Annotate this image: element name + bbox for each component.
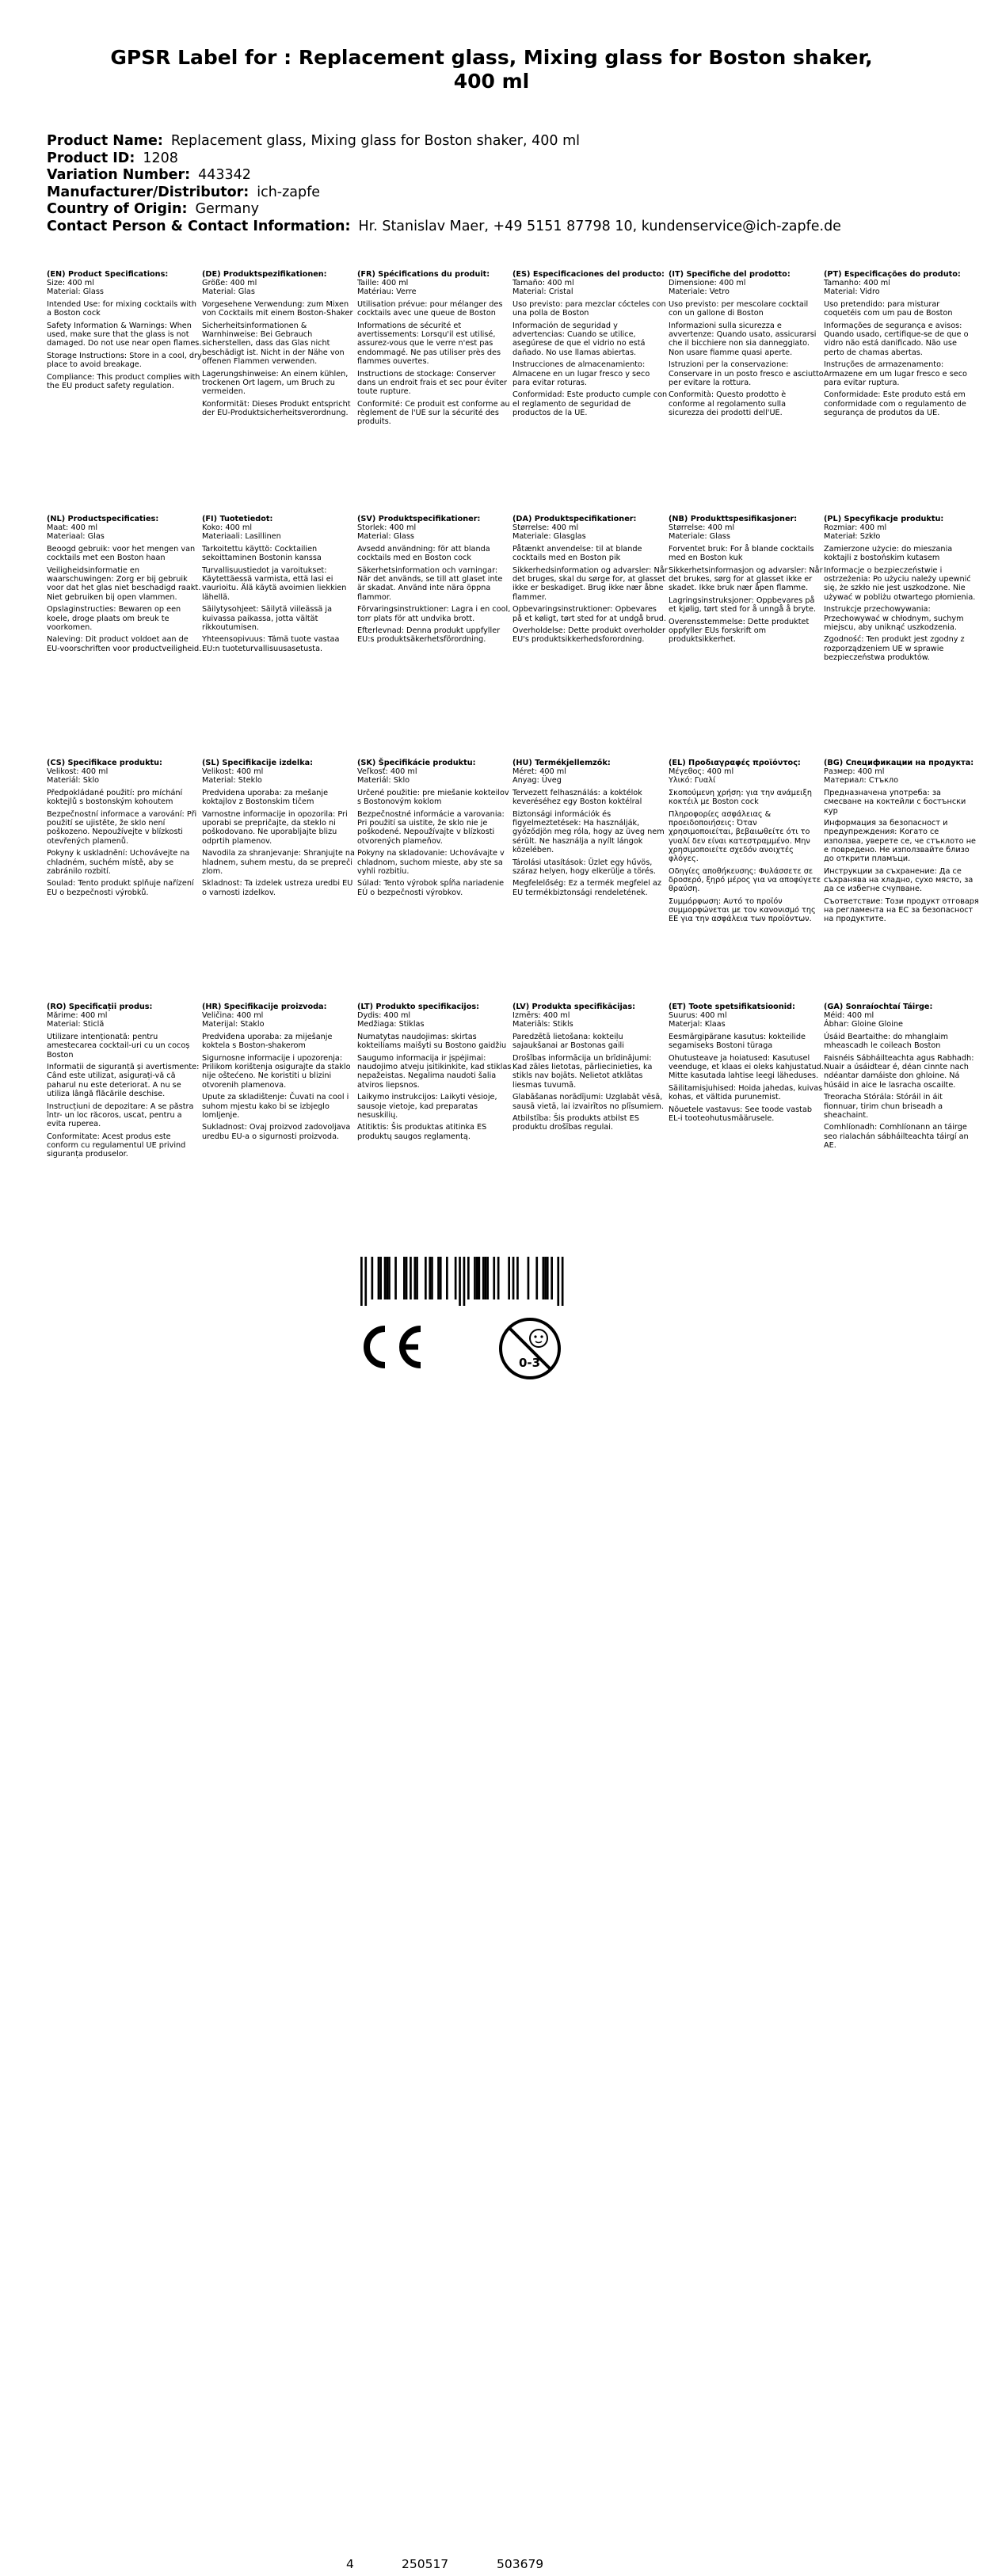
spec-line: Veľkosť: 400 ml (357, 767, 417, 777)
spec-heading: (NL) Productspecificaties: (47, 515, 159, 523)
spec-line: Materiale: Glasglas (512, 532, 586, 542)
spec-heading: (FI) Tuotetiedot: (202, 515, 273, 523)
info-label: Product ID: (47, 150, 135, 166)
spec-line: Material: Steklo (202, 776, 262, 786)
spec-line: Størrelse: 400 ml (512, 523, 579, 533)
spec-line: Soulad: Tento produkt splňuje nařízení EU o bezpečnosti výrobků. (47, 879, 194, 897)
spec-block (357, 270, 512, 430)
barcode-bar (512, 1257, 515, 1299)
spec-line: Πληροφορίες ασφάλειας & προειδοποιήσεις: Όταν χρησιμοποιείται, βεβαιωθείτε ότι το γυαλί δεν είναι κατεστραμμένο. Μην χρησιμοποιείτε σχεδόν ανοιχτές φλόγες. (669, 810, 810, 864)
spec-line: Instruções de armazenamento: Armazene em um lugar fresco e seco para evitar ruptura. (824, 360, 967, 387)
spec-block (512, 515, 668, 648)
spec-line: Upute za skladištenje: Čuvati na cool i suhom mjestu kako bi se izbjeglo lomljenje. (202, 1093, 349, 1120)
spec-line: Conformità: Questo prodotto è conforme al regolamento sulla sicurezza dei prodotti dell'UE. (669, 390, 787, 417)
spec-line: Istruzioni per la conservazione: Conservare in un posto fresco e asciutto per evitare la rottura. (669, 360, 824, 387)
spec-heading: (SV) Produktspecifikationer: (357, 515, 481, 523)
spec-line: Veiligheidsinformatie en waarschuwingen: Zorg er bij gebruik voor dat het glas niet beschadigd raakt. Niet gebruiken bij open vlammen. (47, 566, 201, 602)
info-product-id (47, 150, 942, 168)
spec-block (512, 1003, 668, 1136)
barcode-bar (478, 1257, 481, 1299)
spec-line: Material: Cristal (512, 287, 573, 297)
spec-line: Informations de sécurité et avertissements: Lorsqu'il est utilisé, assurez-vous que le verre n'est pas endommagé. Ne pas utiliser près des flammes ouvertes. (357, 322, 501, 366)
spec-block (47, 1003, 202, 1162)
spec-line: Rozmiar: 400 ml (824, 523, 887, 533)
barcode-bar (429, 1257, 431, 1299)
spec-heading: (HR) Specifikacije proizvoda: (202, 1003, 327, 1011)
info-value: ich-zapfe (257, 184, 321, 200)
spec-line: Instrukcje przechowywania: Przechowywać w chłodnym, suchym miejscu, aby uniknąć uszkodzenia. (824, 605, 964, 632)
barcode-bar (386, 1257, 388, 1299)
spec-line: Súlad: Tento výrobok spĺňa nariadenie EÚ o bezpečnosti výrobkov. (357, 879, 505, 897)
spec-line: Forventet bruk: For å blande cocktails med en Boston kuk (669, 545, 814, 563)
spec-block (357, 1003, 512, 1144)
spec-line: Matériau: Verre (357, 287, 417, 297)
spec-heading: (PT) Especificações do produto: (824, 270, 961, 279)
spec-block (824, 1003, 979, 1154)
spec-block (824, 270, 979, 421)
spec-line: Efterlevnad: Denna produkt uppfyller EU:s produktsäkerhetsförordning. (357, 626, 501, 645)
spec-line: Sukladnost: Ovaj proizvod zadovoljava uredbu EU-a o sigurnosti proizvoda. (202, 1123, 351, 1141)
spec-line: Úsáid Beartaithe: do mhanglaim mheascadh le coileach Boston (824, 1033, 948, 1051)
info-manufacturer (47, 185, 942, 202)
spec-heading: (FR) Spécifications du produit: (357, 270, 490, 279)
spec-line: Lagerungshinweise: An einem kühlen, trockenen Ort lagern, um Bruch zu vermeiden. (202, 369, 349, 396)
spec-line: Numatytas naudojimas: skirtas kokteiliams maišyti su Bostono gaidžiu (357, 1033, 507, 1051)
spec-block (512, 759, 668, 900)
spec-line: Treoracha Stórála: Stóráil in áit fionnuar, tirim chun briseadh a sheachaint. (824, 1093, 943, 1120)
spec-line: Faisnéis Sábháilteachta agus Rabhadh: Nuair a úsáidtear é, déan cinnte nach ndéantar damáiste don ghloine. Ná húsáid in aice le lasracha oscailte. (824, 1054, 974, 1090)
barcode-bar (384, 1257, 387, 1299)
barcode-bar (379, 1257, 382, 1299)
spec-line: Materiale: Vetro (669, 287, 730, 297)
spec-line: Material: Vidro (824, 287, 880, 297)
spec-heading: (SL) Specifikacije izdelka: (202, 759, 314, 767)
spec-row (47, 759, 979, 996)
spec-block (669, 1003, 824, 1127)
spec-heading: (PL) Specyfikacje produktu: (824, 515, 944, 523)
barcode-bar (425, 1257, 427, 1299)
spec-line: Glabāšanas norādījumi: Uzglabāt vēsā, sausā vietā, lai izvairītos no plīsumiem. (512, 1093, 664, 1111)
spec-line: Informații de siguranță și avertismente: Când este utilizat, asigurați-vă că paharul nu este deteriorat. A nu se utiliza lângă flăcările deschise. (47, 1063, 200, 1098)
barcode-bar (364, 1257, 367, 1306)
spec-line: Информация за безопасност и предупреждения: Когато се използва, уверете се, че стъклото не е повредено. Не използвайте близо до открити пламъци. (824, 819, 976, 864)
spec-line: Velikost: 400 ml (47, 767, 109, 777)
barcode-bar (547, 1257, 549, 1299)
spec-line: Méret: 400 ml (512, 767, 566, 777)
spec-line: Størrelse: 400 ml (669, 523, 735, 533)
barcode-bar (437, 1257, 440, 1299)
spec-line: Material: Glass (357, 532, 414, 542)
spec-line: Veličina: 400 ml (202, 1011, 264, 1021)
info-value: 443342 (198, 167, 251, 183)
spec-line: Инструкции за съхранение: Да се съхранява на хладно, сухо място, за да се избегне счупване. (824, 866, 973, 894)
spec-line: Materiál: Sklo (47, 776, 100, 786)
barcode-bar (485, 1257, 487, 1299)
spec-line: Skladnost: Ta izdelek ustreza uredbi EU o varnosti izdelkov. (202, 879, 353, 897)
spec-line: Comhlíonadh: Comhlíonann an táirge seo rialachán sábháilteachta táirgí an AE. (824, 1123, 969, 1150)
spec-line: Förvaringsinstruktioner: Lagra i en cool, torr plats för att undvika brott. (357, 605, 511, 623)
info-product-name (47, 133, 942, 150)
spec-line: Pokyny na skladovanie: Uchovávajte v chladnom, suchom mieste, aby ste sa vyhli rozbitiu. (357, 849, 505, 876)
barcode-bar (557, 1257, 559, 1306)
spec-line: Utilizare intenționată: pentru amestecarea cocktail-uri cu un cocoș Boston (47, 1033, 190, 1060)
spec-line: Предназначена употреба: за смесване на коктейли с бостънски кур (824, 789, 966, 816)
spec-line: Sigurnosne informacije i upozorenja: Prilikom korištenja osigurajte da staklo nije oštećeno. Ne koristiti u blizini otvorenih plamenova. (202, 1054, 351, 1090)
spec-heading: (EN) Product Specifications: (47, 270, 169, 279)
barcode-bar (394, 1257, 397, 1299)
spec-line: Materiāls: Stikls (512, 1020, 573, 1029)
barcode-bar (455, 1257, 457, 1299)
spec-line: Zamierzone użycie: do mieszania koktajli z bostońskim kutasem (824, 545, 953, 563)
spec-line: Vorgesehene Verwendung: zum Mixen von Cocktails mit einem Boston-Shaker (202, 300, 353, 318)
spec-heading: (NB) Produkttspesifikasjoner: (669, 515, 798, 523)
spec-line: Sikkerhetsinformasjon og advarsler: Når det brukes, sørg for at glasset ikke er skadet. Ikke bruk nær åpen flamme. (669, 566, 823, 593)
spec-line: Bezpečnostné informácie a varovania: Pri použití sa uistite, že sklo nie je poškodené. Nepoužívajte v blízkosti otvorených plameňov. (357, 810, 505, 846)
spec-line: Zgodność: Ten produkt jest zgodny z rozporządzeniem UE w sprawie bezpieczeństwa produktów. (824, 635, 965, 662)
barcode-bar (497, 1257, 500, 1299)
barcode-bar (535, 1257, 538, 1299)
title-line-2: 400 ml (453, 70, 530, 93)
spec-line: Utilisation prévue: pour mélanger des cocktails avec une queue de Boston (357, 300, 503, 318)
barcode-bar (431, 1257, 433, 1299)
spec-line: Bezpečnostní informace a varování: Při použití se ujistěte, že sklo není poškozeno. Nepoužívejte v blízkosti otevřených plamenů. (47, 810, 197, 846)
barcode-bar (388, 1257, 391, 1299)
spec-line: Material: Sticlă (47, 1020, 105, 1029)
spec-line: Opslaginstructies: Bewaren op een koele, droge plaats om breuk te voorkomen. (47, 605, 181, 632)
spec-line: Uso previsto: per mescolare cocktail con un gallone di Boston (669, 300, 809, 318)
barcode-bar (493, 1257, 495, 1299)
spec-line: Υλικό: Γυαλί (669, 776, 716, 786)
spec-line: Atitiktis: Šis produktas atitinka ES produktų saugos reglamentą. (357, 1123, 487, 1141)
barcode (346, 1257, 576, 2571)
spec-line: Οδηγίες αποθήκευσης: Φυλάσσετε σε δροσερό, ξηρό μέρος για να αποφύγετε θραύση. (669, 866, 821, 894)
spec-line: Drošības informācija un brīdinājumi: Kad zāles lietotas, pārliecinieties, ka stikls nav bojāts. Nelietot atklātas liesmas tuvumā. (512, 1054, 653, 1090)
info-country-of-origin (47, 201, 942, 219)
spec-line: Conformitate: Acest produs este conform cu regulamentul UE privind siguranța produselor. (47, 1132, 186, 1159)
info-label: Country of Origin: (47, 201, 188, 217)
spec-line: Navodila za shranjevanje: Shranjujte na hladnem, suhem mestu, da se prepreči zlom. (202, 849, 355, 876)
info-value: Replacement glass, Mixing glass for Boston shaker, 400 ml (170, 133, 580, 149)
spec-line: Opbevaringsinstruktioner: Opbevares på et køligt, tørt sted for at undgå brud. (512, 605, 666, 623)
barcode-bar (544, 1257, 547, 1299)
info-contact (47, 219, 942, 236)
spec-line: Yhteensopivuus: Tämä tuote vastaa EU:n tuoteturvallisuusasetusta. (202, 635, 340, 653)
barcode-bar (378, 1257, 380, 1299)
spec-block (669, 270, 824, 421)
spec-line: Biztonsági információk és figyelmeztetések: Ha használják, győződjön meg róla, hogy az üveg nem sérült. Ne használja a nyílt lángok közelében. (512, 810, 665, 854)
spec-line: Säilitamisjuhised: Hoida jahedas, kuivas kohas, et vältida purunemist. (669, 1084, 823, 1102)
spec-line: Suurus: 400 ml (669, 1011, 727, 1021)
barcode-bar (360, 1257, 363, 1306)
spec-line: Určené použitie: pre miešanie kokteilov s Bostonovým koklom (357, 789, 509, 807)
spec-heading: (DE) Produktspezifikationen: (202, 270, 327, 279)
spec-line: Paredzētā lietošana: kokteiļu sajaukšanai ar Bostonas gaili (512, 1033, 624, 1051)
spec-line: Anyag: Üveg (512, 776, 562, 786)
spec-heading: (EL) Προδιαγραφές προϊόντος: (669, 759, 801, 767)
spec-line: Compliance: This product complies with the EU product safety regulation. (47, 373, 200, 391)
info-label: Variation Number: (47, 167, 191, 183)
spec-line: Conformidade: Este produto está em conformidade com o regulamento de segurança de produtos da UE. (824, 390, 966, 417)
spec-heading: (IT) Specifiche del prodotto: (669, 270, 791, 279)
spec-line: Maat: 400 ml (47, 523, 98, 533)
spec-block (202, 515, 357, 656)
info-value: Germany (195, 201, 259, 217)
spec-line: Medžiaga: Stiklas (357, 1020, 425, 1029)
spec-line: Informações de segurança e avisos: Quando usado, certifique-se de que o vidro não está danificado. Não use perto de chamas abertas. (824, 322, 969, 357)
ce-mark-icon (360, 1324, 425, 1370)
spec-line: Materiał: Szkło (824, 532, 881, 542)
barcode-bar (440, 1257, 442, 1299)
product-info (47, 133, 942, 235)
barcode-bar (459, 1257, 461, 1306)
spec-line: Размер: 400 ml (824, 767, 885, 777)
spec-line: Ohutusteave ja hoiatused: Kasutusel veenduge, et klaas ei oleks kahjustatud. Mitte kasutada lahtise leegi läheduses. (669, 1054, 824, 1081)
spec-heading: (ET) Toote spetsifikatsioonid: (669, 1003, 795, 1011)
spec-line: Laikymo instrukcijos: Laikyti vėsioje, sausoje vietoje, kad preparatas nesuskilių. (357, 1093, 497, 1120)
barcode-bar (486, 1257, 489, 1299)
spec-line: Materiaal: Glas (47, 532, 105, 542)
spec-line: Tervezett felhasználás: a koktélok keveréséhez egy Boston koktélral (512, 789, 642, 807)
barcode-bar (551, 1257, 553, 1299)
spec-line: Dydis: 400 ml (357, 1011, 411, 1021)
age-warning-icon (497, 1316, 562, 1381)
spec-line: Ábhar: Gloine Gloine (824, 1020, 903, 1029)
spec-line: Säkerhetsinformation och varningar: När det används, se till att glaset inte är skadat. Använd inte nära öppna flammor. (357, 566, 503, 602)
spec-block (824, 759, 979, 927)
spec-line: Conformité: Ce produit est conforme au règlement de l'UE sur la sécurité des produits. (357, 399, 510, 427)
spec-heading: (LT) Produkto specifikacijos: (357, 1003, 480, 1011)
spec-heading: (DA) Produktspecifikationer: (512, 515, 637, 523)
barcode-digits (346, 2557, 576, 2576)
spec-line: Informacje o bezpieczeństwie i ostrzeżenia: Po użyciu należy upewnić się, że szkło nie jest uszkodzone. Nie używać w pobliżu otwartego płomienia. (824, 566, 976, 602)
barcode-digit-left-group: 250517 (402, 2557, 449, 2571)
spec-line: Predvidena uporaba: za mešanje koktajlov z Bostonskim tičem (202, 789, 329, 807)
spec-line: Μέγεθος: 400 ml (669, 767, 734, 777)
spec-line: Información de seguridad y advertencias: Cuando se utilice, asegúrese de que el vidrio no está dañado. No use llamas abiertas. (512, 322, 646, 357)
spec-line: Uso pretendido: para misturar coquetéis com um pau de Boston (824, 300, 953, 318)
spec-line: Eesmärgipärane kasutus: kokteilide segamiseks Bostoni türaga (669, 1033, 806, 1051)
barcode-bar (528, 1257, 530, 1299)
spec-line: Tamanho: 400 ml (824, 279, 890, 288)
spec-line: Informazioni sulla sicurezza e avvertenze: Quando usato, assicurarsi che il bicchiere non sia danneggiato. Non usare fiamme quasi aperte. (669, 322, 817, 357)
spec-line: Συμμόρφωση: Αυτό το προϊόν συμμορφώνεται με τον κανονισμό της ΕΕ για την ασφάλεια των προϊόντων. (669, 896, 816, 924)
barcode-bar (410, 1257, 412, 1299)
spec-block (202, 759, 357, 900)
spec-heading: (GA) Sonraíochtaí Táirge: (824, 1003, 933, 1011)
barcode-digit-first: 4 (346, 2557, 354, 2571)
info-value: 1208 (143, 150, 178, 166)
spec-row (47, 515, 976, 752)
spec-heading: (ES) Especificaciones del producto: (512, 270, 665, 279)
spec-line: Predviđena uporaba: za miješanje koktela s Boston-shakerom (202, 1033, 333, 1051)
spec-line: Taille: 400 ml (357, 279, 409, 288)
spec-line: Sikkerhedsinformation og advarsler: Når det bruges, skal du sørge for, at glasset ikke er beskadiget. Brug ikke nær åbne flammer. (512, 566, 668, 602)
spec-row (47, 1003, 974, 1240)
info-label: Contact Person & Contact Information: (47, 218, 351, 234)
barcode-bar (406, 1257, 408, 1299)
spec-block (669, 515, 824, 648)
barcode-bar (516, 1257, 519, 1299)
info-label: Product Name: (47, 133, 163, 149)
age-warning-label: 0-3 (519, 1356, 541, 1370)
barcode-bar (463, 1257, 466, 1306)
barcode-bar (416, 1257, 418, 1299)
spec-block (47, 515, 202, 656)
barcode-bar (371, 1257, 374, 1299)
spec-line: Dimensione: 400 ml (669, 279, 746, 288)
spec-heading: (RO) Specificații produs: (47, 1003, 153, 1011)
spec-line: Overensstemmelse: Dette produktet oppfyller EUs forskrift om produktsikkerhet. (669, 618, 810, 645)
spec-block (47, 759, 202, 900)
spec-line: Uso previsto: para mezclar cócteles con una polla de Boston (512, 300, 666, 318)
spec-line: Tarkoitettu käyttö: Cocktailien sekoittaminen Bostonin kanssa (202, 545, 322, 563)
spec-line: Koko: 400 ml (202, 523, 253, 533)
spec-block (669, 759, 824, 927)
spec-line: Instrucțiuni de depozitare: A se păstra într- un loc răcoros, uscat, pentru a evita ruperea. (47, 1102, 194, 1128)
barcode-bar (508, 1257, 510, 1299)
spec-block (512, 270, 668, 421)
spec-line: Instructions de stockage: Conserver dans un endroit frais et sec pour éviter toute rupture. (357, 369, 508, 396)
spec-heading: (CS) Specifikace produktu: (47, 759, 162, 767)
spec-heading: (BG) Спецификации на продукта: (824, 759, 974, 767)
spec-line: Atbilstība: Šis produkts atbilst ES produktu drošības regulai. (512, 1114, 639, 1132)
spec-line: Storlek: 400 ml (357, 523, 417, 533)
spec-line: Safety Information & Warnings: When used, make sure that the glass is not damaged. Do not use near open flames. (47, 322, 202, 348)
spec-line: Materiale: Glass (669, 532, 730, 542)
spec-line: Velikost: 400 ml (202, 767, 264, 777)
spec-line: Tamaño: 400 ml (512, 279, 574, 288)
spec-line: Material: Glass (47, 287, 104, 297)
spec-line: Materijal: Staklo (202, 1020, 265, 1029)
spec-heading: (SK) Špecifikácie produktu: (357, 759, 476, 767)
spec-line: Materiaali: Lasillinen (202, 532, 281, 542)
spec-heading: (LV) Produkta specifikācijas: (512, 1003, 635, 1011)
spec-line: Instrucciones de almacenamiento: Almacene en un lugar fresco y seco para evitar roturas. (512, 360, 650, 387)
spec-block (47, 270, 202, 394)
spec-block (202, 270, 357, 421)
page-title (48, 46, 935, 93)
spec-heading: (HU) Termékjellemzők: (512, 759, 611, 767)
spec-line: Säilytysohjeet: Säilytä viileässä ja kuivassa paikassa, jotta vältät rikkoutumisen. (202, 605, 333, 632)
barcode-bar (403, 1257, 406, 1299)
spec-line: Conformidad: Este producto cumple con el reglamento de seguridad de productos de la UE. (512, 390, 668, 417)
spec-block (357, 759, 512, 900)
spec-block (824, 515, 979, 666)
spec-line: Pokyny k uskladnění: Uchovávejte na chladném, suchém místě, aby se zabránilo rozbití. (47, 849, 190, 876)
spec-line: Izmērs: 400 ml (512, 1011, 570, 1021)
barcode-bar (482, 1257, 485, 1299)
barcode-bar (446, 1257, 448, 1299)
spec-line: Съответствие: Този продукт отговаря на регламента на ЕС за безопасност на продуктите. (824, 896, 979, 924)
spec-line: Konformität: Dieses Produkt entspricht der EU-Produktsicherheitsverordnung. (202, 399, 351, 417)
spec-line: Materiál: Sklo (357, 776, 410, 786)
spec-row (47, 270, 969, 508)
spec-line: Size: 400 ml (47, 279, 94, 288)
spec-line: Σκοπούμενη χρήση: για την ανάμειξη κοκτέιλ με Boston cock (669, 789, 813, 807)
spec-line: Overholdelse: Dette produkt overholder EU's produktsikkerhedsforordning. (512, 626, 666, 645)
spec-line: Avsedd användning: för att blanda cocktails med en Boston cock (357, 545, 490, 563)
title-line-1: GPSR Label for : Replacement glass, Mixing glass for Boston shaker, (110, 46, 873, 69)
spec-line: Turvallisuustiedot ja varoitukset: Käytettäessä varmista, että lasi ei vaurioitu. Älä käytä avoimien liekkien lähellä. (202, 566, 347, 602)
spec-block (357, 515, 512, 648)
spec-line: Материал: Стъкло (824, 776, 899, 786)
spec-line: Größe: 400 ml (202, 279, 257, 288)
spec-line: Sicherheitsinformationen & Warnhinweise: Bei Gebrauch sicherstellen, dass das Glas nicht beschädigt ist. Nicht in der Nähe von offenen Flammen verwenden. (202, 322, 345, 366)
info-value: Hr. Stanislav Maer, +49 5151 87798 10, kundenservice@ich-zapfe.de (358, 218, 841, 234)
spec-line: Naleving: Dit product voldoet aan de EU-voorschriften voor productveiligheid. (47, 635, 202, 653)
spec-line: Méid: 400 ml (824, 1011, 874, 1021)
barcode-bar (476, 1257, 478, 1299)
info-variation-number (47, 167, 942, 185)
info-label: Manufacturer/Distributor: (47, 184, 250, 200)
spec-line: Materjal: Klaas (669, 1020, 726, 1029)
barcode-bar (474, 1257, 476, 1299)
spec-line: Předpokládané použití: pro míchání koktejlů s bostonským kohoutem (47, 789, 183, 807)
spec-line: Lagringsinstruksjoner: Oppbevares på et kjølig, tørt sted for å unngå å bryte. (669, 596, 817, 615)
spec-line: Storage Instructions: Store in a cool, dry place to avoid breakage. (47, 352, 202, 370)
spec-line: Beoogd gebruik: voor het mengen van cocktails met een Boston haan (47, 545, 196, 563)
barcode-bar (543, 1257, 545, 1299)
spec-line: Nõuetele vastavus: See toode vastab EL-i tooteohutusmäärusele. (669, 1105, 813, 1124)
spec-line: Påtænkt anvendelse: til at blande cocktails med en Boston pik (512, 545, 642, 563)
spec-block (202, 1003, 357, 1144)
spec-line: Material: Glas (202, 287, 255, 297)
barcode-bar (467, 1257, 470, 1299)
barcode-bar (414, 1257, 417, 1299)
barcode-bar (562, 1257, 564, 1306)
barcode-bars (346, 1257, 576, 1306)
spec-line: Intended Use: for mixing cocktails with a Boston cock (47, 300, 196, 318)
spec-line: Varnostne informacije in opozorila: Pri uporabi se prepričajte, da steklo ni poškodovano. Ne uporabljajte blizu odprtih plamenov. (202, 810, 348, 846)
spec-line: Mărime: 400 ml (47, 1011, 108, 1021)
spec-line: Tárolási utasítások: Üzlet egy hűvös, száraz helyen, hogy elkerülje a törés. (512, 858, 656, 876)
spec-line: Saugumo informacija ir įspėjimai: naudojimo atveju įsitikinkite, kad stiklas nepažeistas. Negalima naudoti šalia atviros liepsnos. (357, 1054, 512, 1090)
spec-line: Megfelelőség: Ez a termék megfelel az EU termékbiztonsági rendeletének. (512, 879, 661, 897)
barcode-digit-right-group: 503679 (497, 2557, 544, 2571)
